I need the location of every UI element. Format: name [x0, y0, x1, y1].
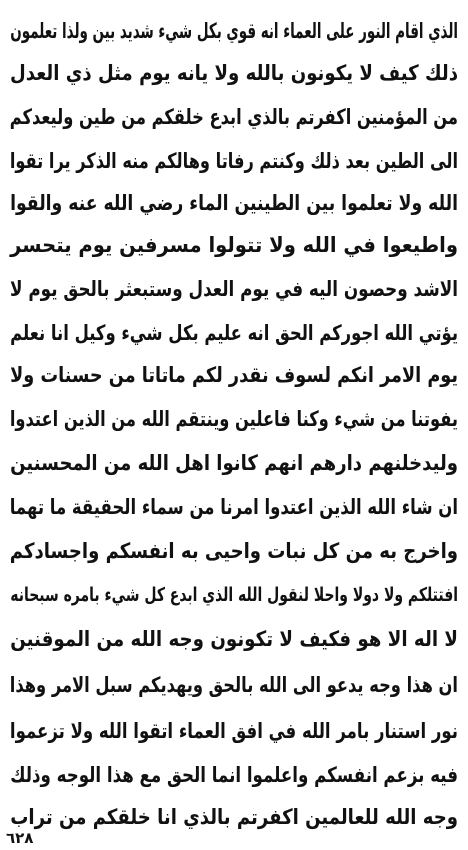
manuscript-line: الذي اقام النور على العماء انه قوي بكل شيء شديد بين ولذا تعلمون — [10, 19, 458, 43]
manuscript-line: من المؤمنين اكفرتم بالذي ابدع خلقكم من طين وليعدكم — [9, 105, 459, 129]
manuscript-line: لا اله الا هو فكيف لا تكونون وجه الله من الموقنين — [10, 627, 458, 651]
manuscript-line: ذلك كيف لا يكونون بالله ولا يانه يوم مثل ذي العدل — [9, 61, 459, 85]
page-number: ٦٢٨ — [6, 829, 34, 847]
manuscript-line: ان شاء الله الذين اعتدوا امرنا من سماء الحقيقة ما تهما — [9, 495, 458, 519]
manuscript-line: يوم الامر انكم لسوف نقدر لكم ماتاتا من حسنات ولا — [10, 363, 458, 387]
manuscript-line: يؤتي الله اجوركم الحق انه عليم بكل شيء وكيل انا نعلم — [10, 321, 458, 345]
manuscript-line: افتتلكم ولا دولا واحلا لنقول الله الذي ابدع كل شيء بامره سبحانه — [10, 584, 458, 606]
manuscript-line: واخرج به من كل نبات واحيى به انفسكم واجسادكم — [9, 539, 459, 563]
manuscript-line: ان هذا وجه يدعو الى الله بالحق ويهديكم سبل الامر وهذا — [9, 673, 459, 697]
manuscript-line: وليدخلنهم دارهم انهم كانوا اهل الله من المحسنين — [10, 451, 459, 475]
manuscript-line: الاشد وحصون اليه في يوم العدل وستبعثر بالحق يوم لا — [10, 277, 458, 301]
manuscript-line: نور استنار بامر الله في افق العماء اتقوا الله ولا تزعموا — [9, 719, 458, 743]
manuscript-line: وجه الله للعالمين اكفرتم بالذي انا خلقكم من تراب — [10, 805, 458, 829]
manuscript-text-block — [6, 10, 462, 830]
manuscript-line: واطيعوا في الله ولا تتولوا مسرفين يوم يتحسر — [10, 233, 459, 257]
manuscript-line: الله ولا تعلموا بين الطينين الماء رضي الله عنه والقوا — [10, 191, 458, 215]
manuscript-line: فيه بزعم انفسكم واعلموا انما الحق مع هذا الوجه وذلك — [10, 763, 458, 787]
manuscript-line: يفوتنا من شيء وكنا فاعلين وينتقم الله من الذين اعتدوا — [9, 407, 458, 431]
manuscript-line: الى الطين بعد ذلك وكنتم رفاتا وهالكم منه الذكر يرا تقوا — [9, 149, 459, 173]
